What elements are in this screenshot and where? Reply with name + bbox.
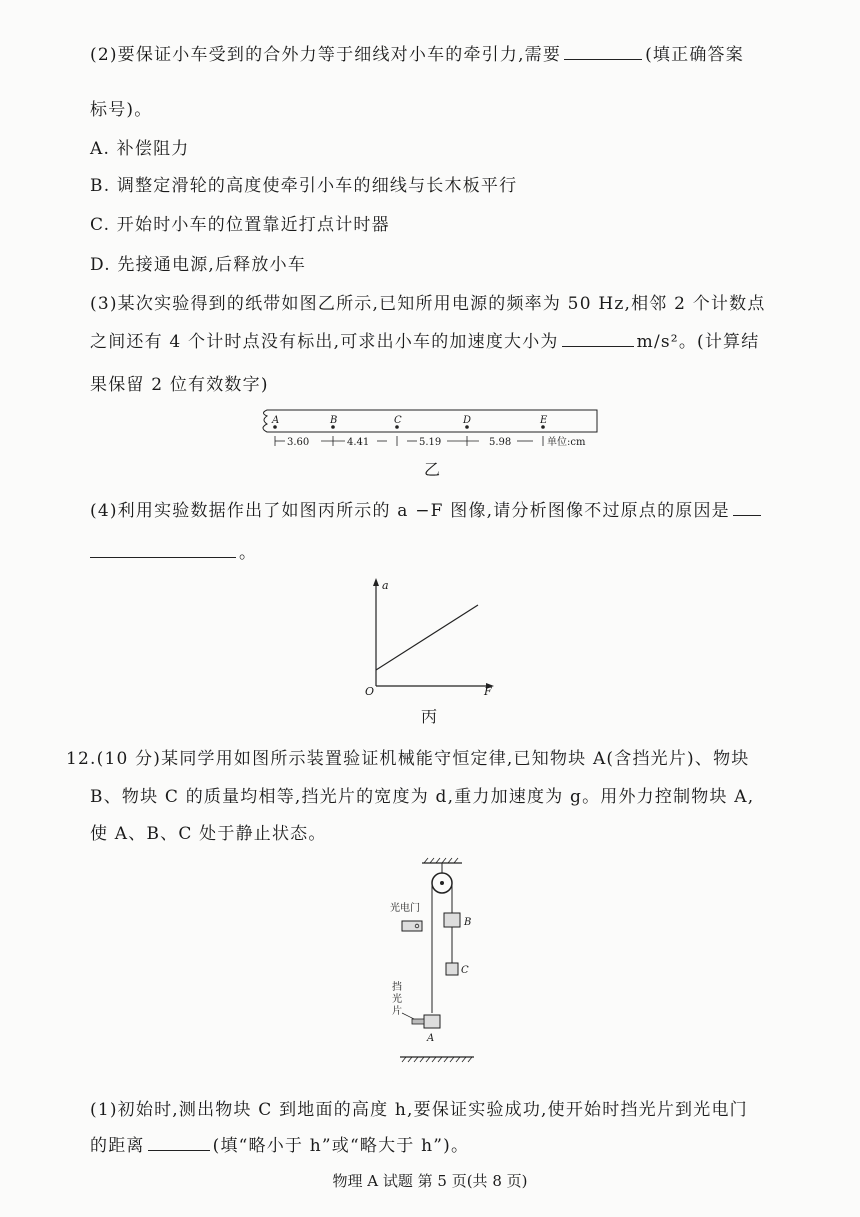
block-a bbox=[424, 1015, 440, 1028]
label-b: B bbox=[464, 917, 472, 928]
tape-point-a bbox=[271, 415, 279, 429]
tape-point-e bbox=[539, 415, 548, 429]
x-axis-label: F bbox=[484, 685, 492, 698]
pulley-apparatus-figure bbox=[384, 855, 494, 1067]
q12-line3: 使 A、B、C 处于静止状态。 bbox=[90, 824, 327, 844]
q11-p4-line1 bbox=[90, 496, 764, 521]
q11-p2-text-after: (填正确答案 bbox=[645, 45, 744, 65]
q11-p3-line2 bbox=[90, 327, 759, 352]
tape-point-d bbox=[462, 415, 471, 429]
svg-text:D: D bbox=[463, 415, 472, 426]
shutter-pointer bbox=[402, 1013, 414, 1019]
label-a: A bbox=[427, 1033, 435, 1044]
q11-p2-line1 bbox=[90, 40, 744, 65]
answer-blank-q11-p4-a[interactable] bbox=[733, 497, 761, 516]
q12-line2: B、物块 C 的质量均相等,挡光片的宽度为 d,重力加速度为 g。用外力控制物块 A, bbox=[90, 787, 755, 807]
segment-de: 5.98 bbox=[489, 437, 512, 448]
answer-blank-q11-p4-b[interactable] bbox=[90, 539, 236, 558]
svg-text:C: C bbox=[394, 415, 402, 426]
q11-p3-line3: 果保留 2 位有效数字) bbox=[90, 375, 269, 395]
figure-caption-yi: 乙 bbox=[424, 460, 441, 479]
option-d: D. 先接通电源,后释放小车 bbox=[90, 255, 307, 275]
figure-caption-bing: 丙 bbox=[421, 707, 438, 726]
answer-blank-q11-p2[interactable] bbox=[564, 41, 642, 60]
svg-text:A: A bbox=[272, 415, 280, 426]
segment-ab: 3.60 bbox=[287, 437, 310, 448]
q11-p3-line1: (3)某次实验得到的纸带如图乙所示,已知所用电源的频率为 50 Hz,相邻 2 个计数点 bbox=[90, 294, 766, 314]
label-shutter-3: 片 bbox=[392, 1006, 402, 1017]
label-shutter-1: 挡 bbox=[392, 982, 402, 993]
q11-p3-text: 之间还有 4 个计时点没有标出,可求出小车的加速度大小为 bbox=[90, 332, 559, 352]
ceiling-hatch bbox=[424, 858, 458, 863]
q11-p3-text-after: m/s²。(计算结 bbox=[636, 332, 760, 352]
option-b: B. 调整定滑轮的高度使牵引小车的细线与长木板平行 bbox=[90, 176, 518, 196]
q11-p4-line2 bbox=[90, 538, 257, 563]
tape-point-c bbox=[394, 415, 402, 429]
origin-label: O bbox=[365, 685, 375, 698]
answer-blank-q12-p1[interactable] bbox=[148, 1132, 210, 1151]
option-c: C. 开始时小车的位置靠近打点计时器 bbox=[90, 215, 390, 235]
tape-point-b bbox=[329, 415, 337, 429]
q12-line1: 12.(10 分)某同学用如图所示装置验证机械能守恒定律,已知物块 A(含挡光片)、物块 bbox=[66, 749, 750, 769]
label-photogate: 光电门 bbox=[390, 903, 420, 914]
svg-text:E: E bbox=[540, 415, 548, 426]
label-shutter-2: 光 bbox=[392, 994, 402, 1005]
block-c bbox=[446, 963, 458, 975]
shutter-plate bbox=[412, 1019, 424, 1024]
q12-p1-line1: (1)初始时,测出物块 C 到地面的高度 h,要保证实验成功,使开始时挡光片到光电门 bbox=[90, 1100, 748, 1120]
paper-tape-figure bbox=[255, 406, 615, 452]
q12-p1-line2 bbox=[90, 1131, 469, 1156]
y-axis-label: a bbox=[382, 579, 389, 592]
segment-cd: 5.19 bbox=[419, 437, 442, 448]
block-b bbox=[444, 913, 460, 927]
q12-p1-text-after: (填“略小于 h”或“略大于 h”)。 bbox=[212, 1136, 470, 1156]
graph-line bbox=[376, 605, 478, 670]
page-footer: 物理 A 试题 第 5 页(共 8 页) bbox=[332, 1172, 528, 1190]
segment-bc: 4.41 bbox=[347, 437, 370, 448]
a-f-graph bbox=[360, 574, 500, 698]
y-axis-arrow bbox=[373, 578, 379, 586]
tape-unit: 单位:cm bbox=[547, 437, 586, 448]
q12-p1-text: 的距离 bbox=[90, 1136, 145, 1156]
svg-text:B: B bbox=[330, 415, 338, 426]
q11-p4-end: 。 bbox=[239, 543, 258, 563]
q11-p4-text: (4)利用实验数据作出了如图丙所示的 a −F 图像,请分析图像不过原点的原因是 bbox=[90, 501, 730, 521]
pulley-axle bbox=[440, 881, 444, 885]
option-a: A. 补偿阻力 bbox=[90, 139, 190, 159]
label-c: C bbox=[461, 965, 469, 976]
q11-p2-text: (2)要保证小车受到的合外力等于细线对小车的牵引力,需要 bbox=[90, 45, 562, 65]
answer-blank-q11-p3[interactable] bbox=[562, 328, 634, 347]
q11-p2-line2: 标号)。 bbox=[90, 100, 153, 120]
ground-hatch bbox=[402, 1057, 472, 1062]
